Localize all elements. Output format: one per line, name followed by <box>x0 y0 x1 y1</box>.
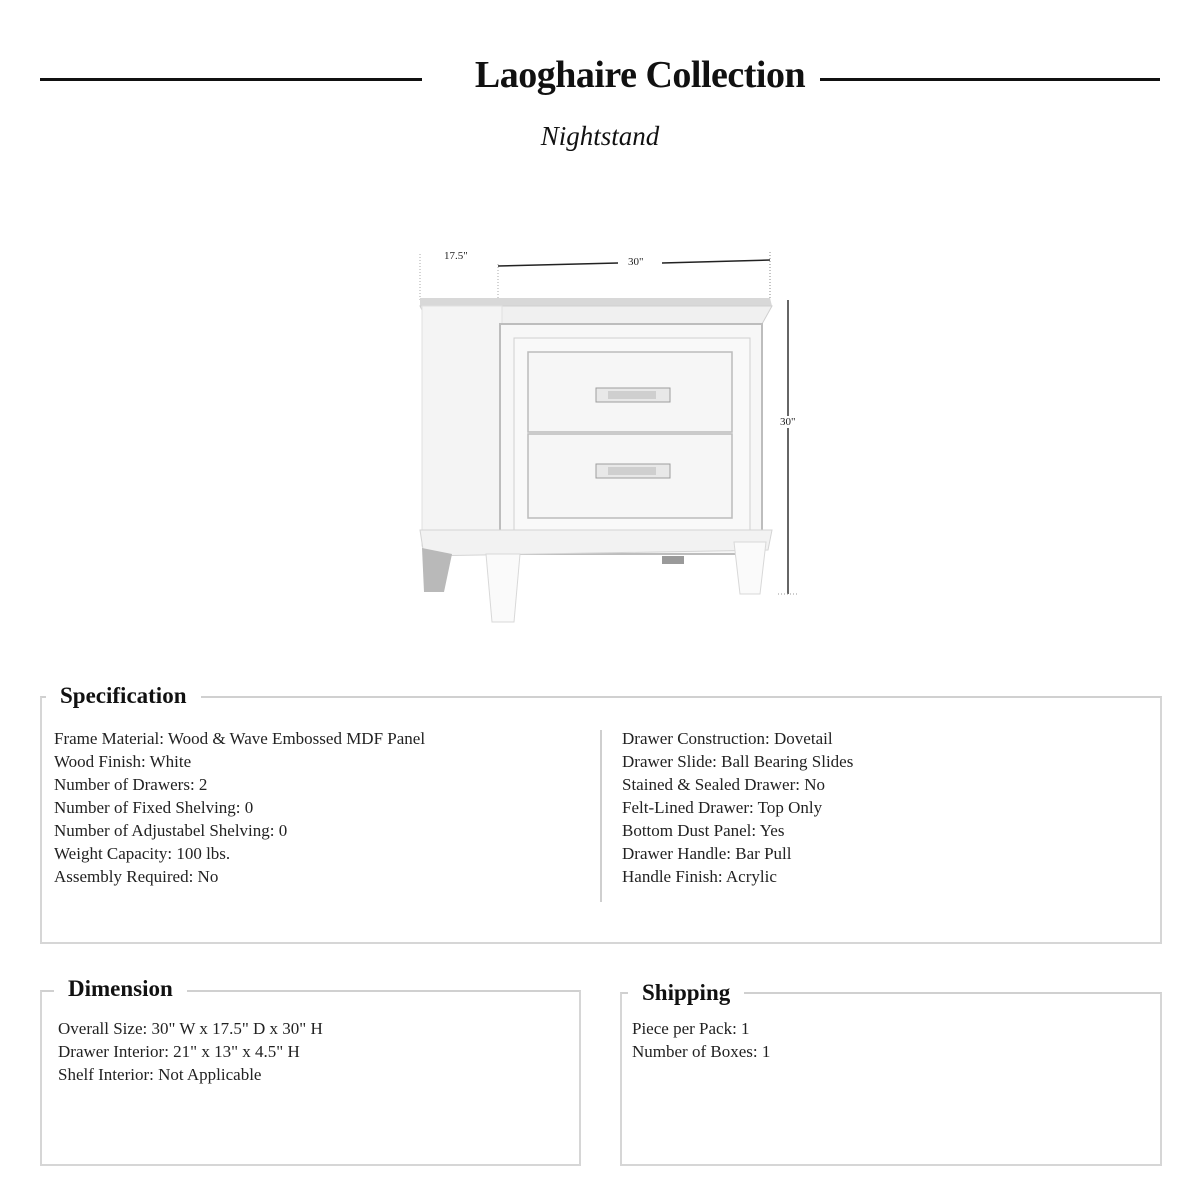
spec-item: Felt-Lined Drawer: Top Only <box>622 798 823 817</box>
spec-item: Drawer Construction: Dovetail <box>622 729 833 748</box>
spec-item: Stained & Sealed Drawer: No <box>622 775 825 794</box>
spec-item: Bottom Dust Panel: Yes <box>622 821 785 840</box>
page-header <box>40 52 1160 102</box>
title-rule-right <box>820 78 1160 81</box>
page-title: Laoghaire Collection <box>474 54 806 96</box>
title-rule-left <box>40 78 422 81</box>
dimension-list <box>58 1017 323 1086</box>
spec-item: Wood Finish: White <box>54 752 192 771</box>
spec-item: Weight Capacity: 100 lbs. <box>54 844 231 863</box>
dimension-item: Shelf Interior: Not Applicable <box>58 1065 262 1084</box>
height-dimension-label: 30" <box>780 416 796 428</box>
depth-dimension-label: 17.5" <box>444 250 468 262</box>
specification-list-left <box>54 727 425 888</box>
width-dimension-label: 30" <box>628 256 644 268</box>
product-image <box>400 230 820 640</box>
spec-item: Assembly Required: No <box>54 867 219 886</box>
specification-list-right <box>622 727 853 888</box>
spec-item: Handle Finish: Acrylic <box>622 867 777 886</box>
shipping-title: Shipping <box>628 979 744 1007</box>
dimension-item: Overall Size: 30" W x 17.5" D x 30" H <box>58 1019 323 1038</box>
spec-item: Drawer Handle: Bar Pull <box>622 844 792 863</box>
spec-item: Number of Drawers: 2 <box>54 775 208 794</box>
specification-title: Specification <box>46 682 201 710</box>
shipping-item: Number of Boxes: 1 <box>632 1042 771 1061</box>
shipping-item: Piece per Pack: 1 <box>632 1019 750 1038</box>
dimension-title: Dimension <box>54 975 187 1003</box>
nightstand-illustration <box>400 230 820 640</box>
spec-item: Frame Material: Wood & Wave Embossed MDF Panel <box>54 729 426 748</box>
spec-item: Number of Adjustabel Shelving: 0 <box>54 821 288 840</box>
page-subtitle: Nightstand <box>540 121 660 151</box>
shipping-list <box>632 1017 770 1063</box>
spec-item: Number of Fixed Shelving: 0 <box>54 798 254 817</box>
spec-item: Drawer Slide: Ball Bearing Slides <box>622 752 854 771</box>
dimension-item: Drawer Interior: 21" x 13" x 4.5" H <box>58 1042 300 1061</box>
column-divider <box>600 730 602 902</box>
